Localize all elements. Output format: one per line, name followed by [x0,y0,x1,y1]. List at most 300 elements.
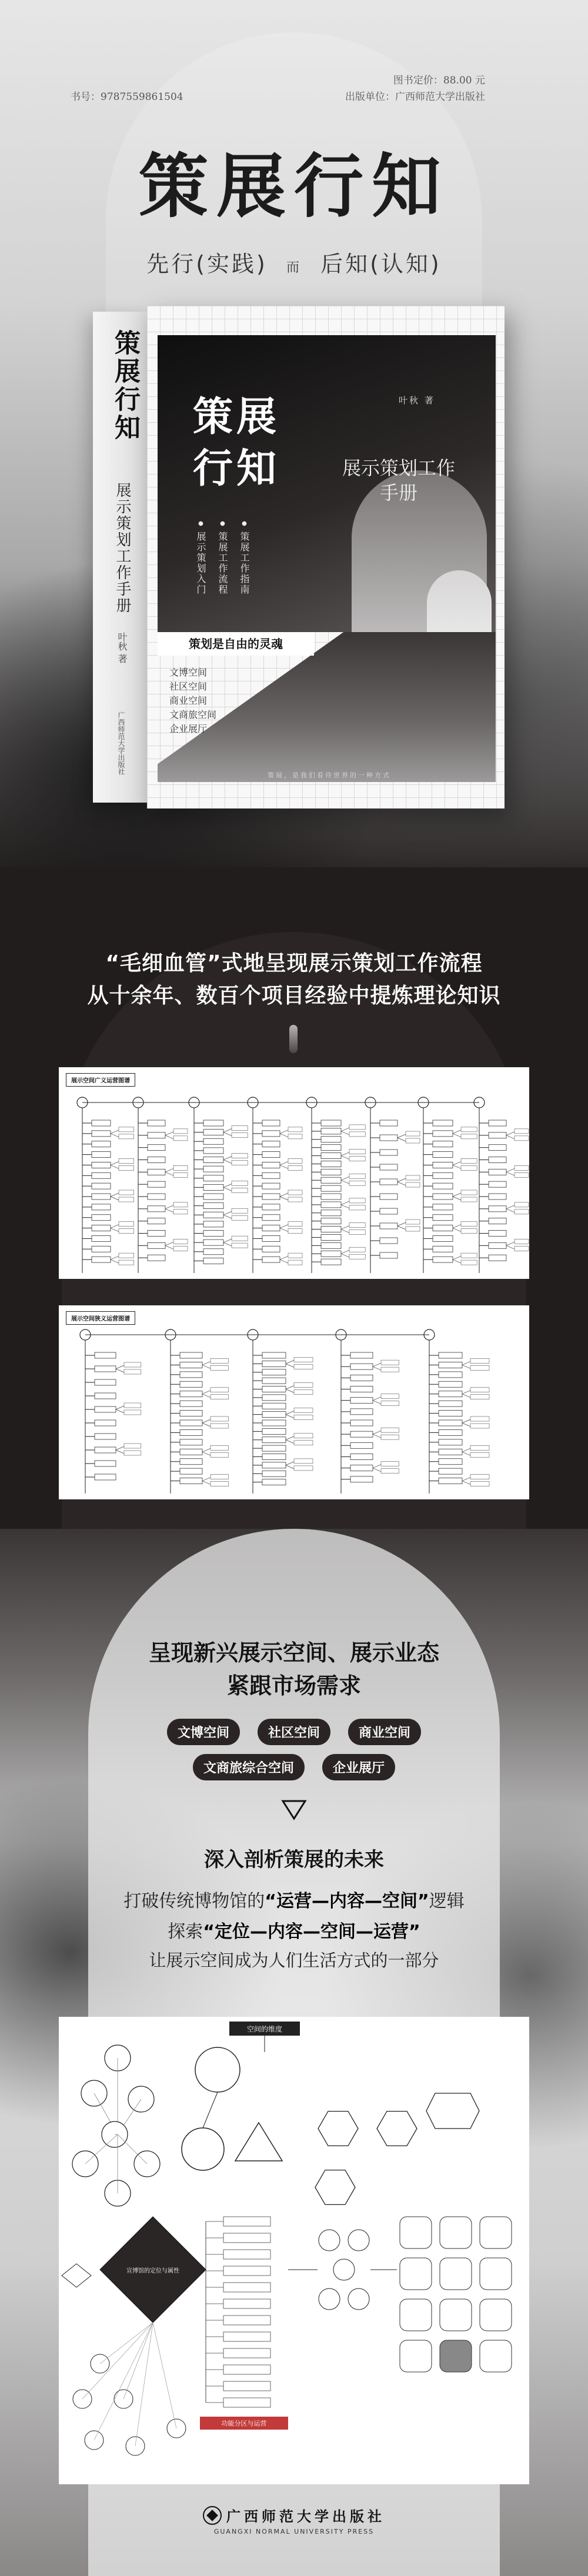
space-tag: 商业空间 [348,1719,421,1745]
flow-box [203,1120,223,1126]
flow-box [321,1242,341,1248]
operation-map-broad [59,1067,529,1279]
flow-connector [280,1197,288,1200]
flow-box [262,1141,280,1147]
flow-connector [223,1187,232,1191]
flow-box [461,1158,477,1163]
flow-box [321,1185,341,1191]
flow-box [232,1236,248,1241]
flow-box [439,1468,462,1474]
flow-box [461,1190,477,1195]
space-tags-row [0,1754,588,1780]
flow-box [349,1247,365,1252]
diagram-list-box [223,2266,270,2276]
flow-connector [341,1254,349,1257]
flow-box [203,1130,223,1135]
flow-box [232,1161,248,1165]
flow-connector [286,1465,294,1469]
flow-connector [373,1366,381,1370]
flow-box [262,1471,286,1476]
space-item: 文商旅空间 [169,709,217,720]
isbn-text: 书号：9787559861504 [71,91,183,103]
flow-connector [341,1250,349,1254]
flow-connector [111,1197,119,1200]
flow-connector [373,1431,381,1434]
flow-box [470,1388,489,1392]
flow-connector [116,1409,124,1413]
flow-box [470,1365,489,1370]
flow-connector [453,1134,461,1137]
flow-connector [223,1215,232,1218]
flow-box [180,1429,202,1435]
flow-box [288,1197,302,1202]
flow-box [92,1141,111,1147]
flow-box [350,1465,373,1471]
flow-box [433,1225,453,1231]
flow-box [294,1408,313,1413]
flow-connector [397,1134,406,1138]
flow-connector [453,1161,461,1165]
flow-box [349,1150,365,1154]
diagram-list-box [223,2299,270,2308]
flow-box [433,1235,453,1241]
flow-box [211,1358,228,1363]
flow-box [350,1409,373,1415]
space-item: 社区空间 [169,681,208,692]
diagram-circle [195,2047,240,2092]
flow-connector [286,1436,294,1440]
subtitle-right: 后知(认知) [320,251,442,277]
flow-box [470,1482,489,1486]
flow-connector [280,1193,288,1197]
flow-box [232,1208,248,1213]
flow-connector [202,1365,211,1368]
flow-connector [341,1226,349,1229]
flow-box [262,1235,280,1241]
flow-box [350,1442,373,1448]
flow-box [173,1210,188,1214]
diagram-grid-square [440,2340,472,2372]
flow-box [262,1386,286,1392]
flow-box [514,1136,529,1141]
guide-item: ● 展示策划入门 [194,520,208,595]
flow-box [439,1411,462,1416]
flow-connector [202,1423,211,1426]
flow-box [294,1364,313,1369]
flow-connector [462,1448,470,1452]
press-name-english: GUANGXI NORMAL UNIVERSITY PRESS [213,2528,375,2535]
flow-box [95,1420,116,1426]
flow-box [203,1157,223,1163]
flow-box [406,1182,420,1187]
flow-box [381,1462,399,1466]
flow-box [180,1439,202,1445]
flow-box [262,1172,280,1178]
flow-box [288,1260,302,1265]
flow-box [124,1444,141,1448]
flow-box [203,1184,223,1190]
flow-box [461,1229,477,1234]
flow-box [489,1157,506,1163]
flow-box [294,1415,313,1420]
flow-box [262,1428,286,1434]
flow-box [119,1260,134,1265]
flow-box [262,1131,280,1137]
flow-connector [397,1182,406,1185]
flow-box [148,1206,165,1212]
flow-box [119,1134,134,1139]
spine-subtitle: 展示策划工作手册 [113,482,131,614]
flow-box [262,1246,280,1252]
flow-box [470,1395,489,1399]
flow-box [148,1132,165,1138]
spine-author: 叶秋 著 [116,632,128,664]
flow-box [203,1231,223,1237]
flow-connector [373,1363,381,1366]
body-line [0,1917,588,1943]
flow-box [203,1138,223,1144]
flow-connector [202,1394,211,1398]
flow-box [321,1218,341,1224]
diagram-center-label: 宣博馆的定位与属性 [126,2268,179,2274]
flow-box [211,1475,228,1479]
flow-box [173,1246,188,1251]
flow-connector [223,1129,232,1132]
flow-connector [341,1205,349,1208]
diagram-list-box [223,2250,270,2259]
flow-box [262,1412,286,1418]
flow-box [514,1165,529,1170]
flow-box [439,1429,462,1435]
flow-connector [202,1391,211,1394]
flow-connector [506,1135,514,1139]
book-spine [93,312,147,803]
flow-box [262,1437,286,1443]
flow-box [461,1197,477,1202]
flow-connector [506,1209,514,1212]
flow-box [180,1401,202,1406]
flow-box [262,1369,286,1375]
flow-box [406,1138,420,1143]
flow-box [380,1150,397,1155]
flow-box [180,1381,202,1387]
flow-box [148,1145,165,1151]
flow-connector [397,1222,406,1226]
spine-title: 策展行知 [110,329,140,442]
flow-box [124,1410,141,1415]
flow-box [489,1181,506,1187]
flow-box [380,1208,397,1214]
flow-connector [202,1452,211,1455]
flow-box [381,1367,399,1372]
flow-connector [111,1259,119,1263]
flow-connector [202,1481,211,1485]
flow-box [514,1129,529,1134]
flow-connector [223,1157,232,1160]
flow-connector [373,1401,381,1404]
flow-box [180,1391,202,1397]
diagram-hexagon [315,2170,355,2205]
flow-box [288,1229,302,1234]
diagram-circle [348,2230,369,2251]
flow-box [262,1183,280,1189]
flow-box [489,1242,506,1248]
flow-box [288,1127,302,1132]
flow-box [350,1454,373,1460]
space-item: 商业空间 [169,695,208,706]
diagram-grid-square [400,2258,432,2290]
text-fragment: 探索 [168,1922,203,1942]
flow-box [350,1386,373,1392]
body-line [0,1886,588,1912]
flow-connector [462,1361,470,1365]
diagram-grid-square [480,2299,512,2331]
flow-box [433,1131,453,1137]
flow-box [439,1372,462,1378]
flow-connector [506,1172,514,1175]
flow-connector [286,1462,294,1465]
flow-box [180,1372,202,1378]
flow-box [262,1454,286,1460]
flow-box [262,1194,280,1200]
flow-connector [111,1134,119,1137]
flow-box [95,1366,116,1372]
text-emphasis: “运营—内容—空间” [265,1891,429,1912]
flow-connector [453,1225,461,1228]
flow-box [294,1434,313,1438]
subtitle [0,246,588,278]
flow-connector [453,1197,461,1200]
flow-box [489,1194,506,1200]
flow-connector [165,1245,173,1249]
flow-box [439,1459,462,1465]
flow-connector [341,1131,349,1135]
flow-box [439,1449,462,1455]
diagram-list-box [223,2283,270,2292]
flow-box [180,1352,202,1358]
flow-box [288,1222,302,1227]
flow-box [180,1449,202,1455]
flow-box [433,1257,453,1262]
flow-connector [280,1225,288,1228]
flow-box [180,1478,202,1484]
cover-author: 叶秋 著 [399,395,435,406]
diagram-connector [153,2323,176,2428]
flow-box [203,1194,223,1200]
flow-box [380,1120,397,1126]
flow-box [294,1357,313,1362]
flow-box [92,1120,111,1126]
flow-box [321,1145,341,1151]
flow-box [203,1212,223,1218]
flow-box [439,1420,462,1426]
flow-box [92,1183,111,1189]
diagram-hexagon [426,2093,479,2129]
diagram-list-box [223,2316,270,2325]
flow-box [439,1352,462,1358]
flow-box [173,1172,188,1177]
flow-box [321,1161,341,1167]
flow-connector [280,1256,288,1259]
flow-box [124,1362,141,1367]
flow-box [489,1218,506,1224]
flow-box [92,1172,111,1178]
flow-box [180,1420,202,1426]
flow-box [321,1202,341,1208]
cover-note: 策展，是我们看待世界的一种方式 [268,771,391,779]
flow-box [350,1431,373,1437]
flow-box [262,1352,286,1358]
flow-connector [373,1434,381,1438]
flow-box [262,1162,280,1168]
flow-box [470,1358,489,1363]
flow-connector [341,1201,349,1205]
diagram-circle [348,2288,369,2310]
flow-box [95,1352,116,1358]
flow-box [262,1403,286,1409]
map-title: 展示空间狭义运营图谱 [66,1311,135,1325]
flow-box [349,1254,365,1259]
flow-box [321,1128,341,1134]
subtitle-mid: 而 [286,260,302,275]
flow-box [148,1231,165,1237]
flow-connector [506,1242,514,1245]
flow-box [288,1158,302,1163]
flow-connector [341,1156,349,1160]
flow-box [433,1204,453,1210]
flow-box [232,1133,248,1138]
flow-box [262,1152,280,1158]
flow-connector [506,1168,514,1172]
flow-connector [373,1468,381,1472]
flow-connector [397,1226,406,1229]
flow-box [514,1239,529,1244]
flow-connector [462,1365,470,1368]
flow-connector [111,1193,119,1197]
flow-box [262,1225,280,1231]
flow-connector [462,1391,470,1394]
flow-box [439,1478,462,1484]
flow-box [211,1416,228,1421]
flow-box [232,1215,248,1220]
flow-connector [223,1132,232,1136]
diagram-connector [85,2134,118,2164]
flow-connector [116,1406,124,1409]
flow-connector [111,1256,119,1259]
flow-connector [462,1481,470,1485]
flow-connector [341,1180,349,1184]
flow-box [262,1462,286,1468]
flow-connector [341,1229,349,1233]
map-title: 展示空间广义运营图谱 [66,1073,135,1087]
flow-connector [202,1448,211,1452]
flow-connector [462,1423,470,1426]
flow-connector [453,1256,461,1259]
flow-box [406,1219,420,1224]
flow-box [489,1169,506,1175]
diagram-list-box [223,2217,270,2226]
flow-connector [165,1205,173,1209]
flow-box [470,1452,489,1457]
flow-connector [223,1239,232,1242]
flow-connector [506,1245,514,1249]
diagram-circle [333,2259,355,2280]
publisher-text: 出版单位：广西师范大学出版社 [345,91,485,103]
flow-box [148,1242,165,1248]
flow-connector [286,1440,294,1444]
flowchart-graphic [59,1305,529,1499]
flow-connector [462,1419,470,1423]
future-section [0,1529,588,2576]
flow-box [288,1253,302,1258]
flow-connector [286,1386,294,1389]
diagram-top-label: 空间的维度 [246,2025,283,2033]
flow-box [119,1222,134,1227]
book-cover [147,306,505,808]
flow-box [124,1451,141,1455]
flow-connector [453,1130,461,1134]
flow-box [119,1229,134,1234]
flow-box [119,1165,134,1170]
diagram-grid-square [400,2340,432,2372]
diagram-connector [203,2092,218,2128]
flow-connector [223,1242,232,1246]
flow-box [439,1391,462,1397]
flow-box [380,1135,397,1141]
flow-box [232,1243,248,1248]
flow-box [262,1215,280,1221]
flow-box [514,1246,529,1251]
flow-box [433,1152,453,1158]
strategy-diagram [59,2017,529,2484]
flow-connector [341,1177,349,1180]
text-fragment: 打破传统博物馆的 [123,1891,265,1912]
flow-box [349,1157,365,1161]
flow-box [148,1181,165,1187]
flow-connector [116,1450,124,1454]
diagram-grid-square [440,2299,472,2331]
flow-box [489,1231,506,1237]
flow-box [349,1181,365,1185]
press-emblem-icon [203,2506,222,2525]
flow-box [95,1447,116,1453]
space-tag: 文博空间 [167,1719,240,1745]
flow-box [173,1239,188,1244]
flowchart-graphic [59,1067,529,1279]
flow-connector [111,1130,119,1134]
flow-box [380,1223,397,1229]
diagram-list-box [223,2233,270,2243]
flow-box [92,1235,111,1241]
flow-box [203,1258,223,1264]
flow-box [92,1152,111,1158]
flow-box [489,1120,506,1126]
flow-connector [280,1134,288,1137]
flow-connector [462,1452,470,1455]
diagram-list-box [223,2365,270,2374]
flow-box [173,1136,188,1141]
diagram-circle [319,2288,340,2310]
flow-box [92,1215,111,1221]
flow-box [321,1177,341,1183]
flow-box [262,1420,286,1426]
flow-connector [165,1172,173,1175]
flow-box [173,1165,188,1170]
flow-connector [462,1394,470,1398]
flow-box [406,1227,420,1231]
flow-connector [280,1165,288,1168]
flow-box [95,1406,116,1412]
